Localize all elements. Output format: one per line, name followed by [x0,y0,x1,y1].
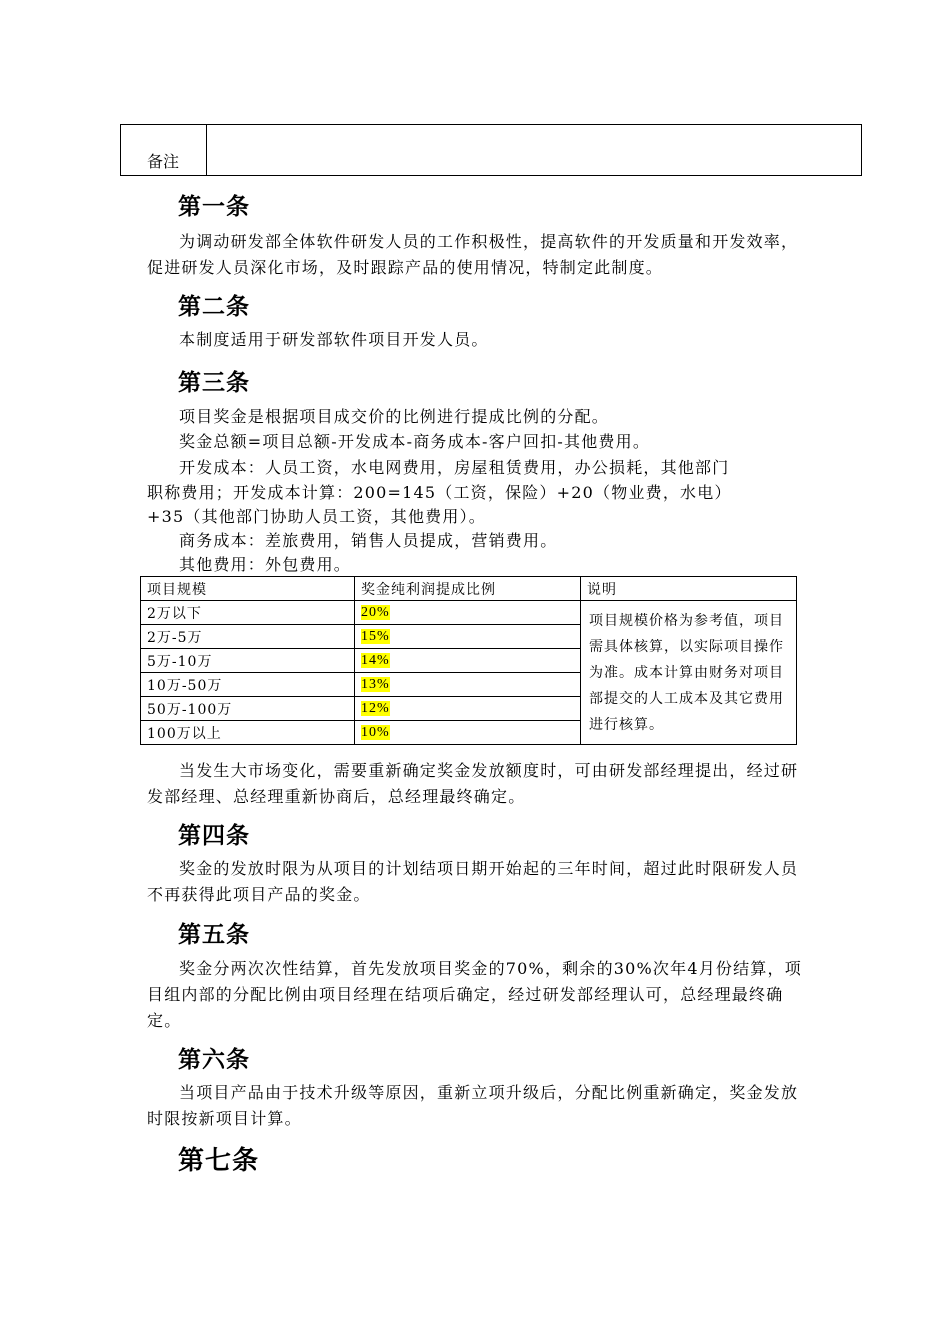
after-table-text: 当发生大市场变化，需要重新确定奖金发放额度时，可由研发部经理提出，经过研发部经理、总经理重新协商后，总经理最终确定。 [147,761,799,806]
ratio-cell [355,649,581,673]
article-7-title: 第七条 [178,1146,260,1176]
scale-cell: 50万-100万 [141,697,355,721]
ratio-value: 10% [361,725,390,740]
article-3-line-2: 奖金总额=项目总额-开发成本-商务成本-客户回扣-其他费用。 [179,432,651,451]
article-3-line-1: 项目奖金是根据项目成交价的比例进行提成比例的分配。 [179,407,610,426]
article-4-title: 第四条 [178,823,250,849]
article-5-text: 奖金分两次次性结算，首先发放项目奖金的70%，剩余的30%次年4月份结算，项目组内部的分配比例由项目经理在结项后确定，经过研发部经理认可，总经理最终确定。 [147,959,802,1030]
ratio-value: 14% [361,653,390,668]
ratio-value: 12% [361,701,390,716]
header-note: 说明 [581,577,797,601]
article-2-title: 第二条 [178,294,250,320]
table-header-row [141,577,797,601]
ratio-value: 20% [361,605,390,620]
header-ratio: 奖金纯利润提成比例 [355,577,581,601]
ratio-value: 15% [361,629,390,644]
scale-cell: 2万-5万 [141,625,355,649]
ratio-cell [355,721,581,745]
ratio-cell [355,601,581,625]
article-6-title: 第六条 [178,1047,250,1073]
article-1-text: 为调动研发部全体软件研发人员的工作积极性，提高软件的开发质量和开发效率，促进研发人员深化市场，及时跟踪产品的使用情况，特制定此制度。 [147,232,799,277]
scale-cell: 10万-50万 [141,673,355,697]
ratio-value: 13% [361,677,390,692]
article-6-text: 当项目产品由于技术升级等原因，重新立项升级后，分配比例重新确定，奖金发放时限按新项目计算。 [147,1083,799,1128]
remark-label: 备注 [121,125,207,175]
table-row [141,601,797,625]
article-3-title: 第三条 [178,370,250,396]
article-3-line-7: 其他费用：外包费用。 [179,555,352,574]
article-5-title: 第五条 [178,922,250,948]
note-cell: 项目规模价格为参考值，项目需具体核算，以实际项目操作为准。成本计算由财务对项目部提交的人工成本及其它费用进行核算。 [581,601,797,745]
bonus-ratio-table [140,576,797,745]
article-3-line-6: 商务成本：差旅费用，销售人员提成，营销费用。 [179,531,558,550]
ratio-cell [355,697,581,721]
article-3-line-5: +35（其他部门协助人员工资，其他费用）。 [147,507,486,526]
remark-value [207,125,861,175]
article-3-line-3: 开发成本：人员工资，水电网费用，房屋租赁费用，办公损耗，其他部门 [179,458,730,477]
scale-cell: 100万以上 [141,721,355,745]
article-3-line-4: 职称费用；开发成本计算：200=145（工资，保险）+20（物业费，水电） [147,483,732,502]
ratio-cell [355,625,581,649]
article-4-text: 奖金的发放时限为从项目的计划结项日期开始起的三年时间，超过此时限研发人员不再获得此项目产品的奖金。 [147,859,799,904]
scale-cell: 2万以下 [141,601,355,625]
ratio-cell [355,673,581,697]
remark-table [120,124,862,176]
header-scale: 项目规模 [141,577,355,601]
scale-cell: 5万-10万 [141,649,355,673]
article-1-title: 第一条 [178,194,250,220]
article-2-text: 本制度适用于研发部软件项目开发人员。 [179,330,489,349]
